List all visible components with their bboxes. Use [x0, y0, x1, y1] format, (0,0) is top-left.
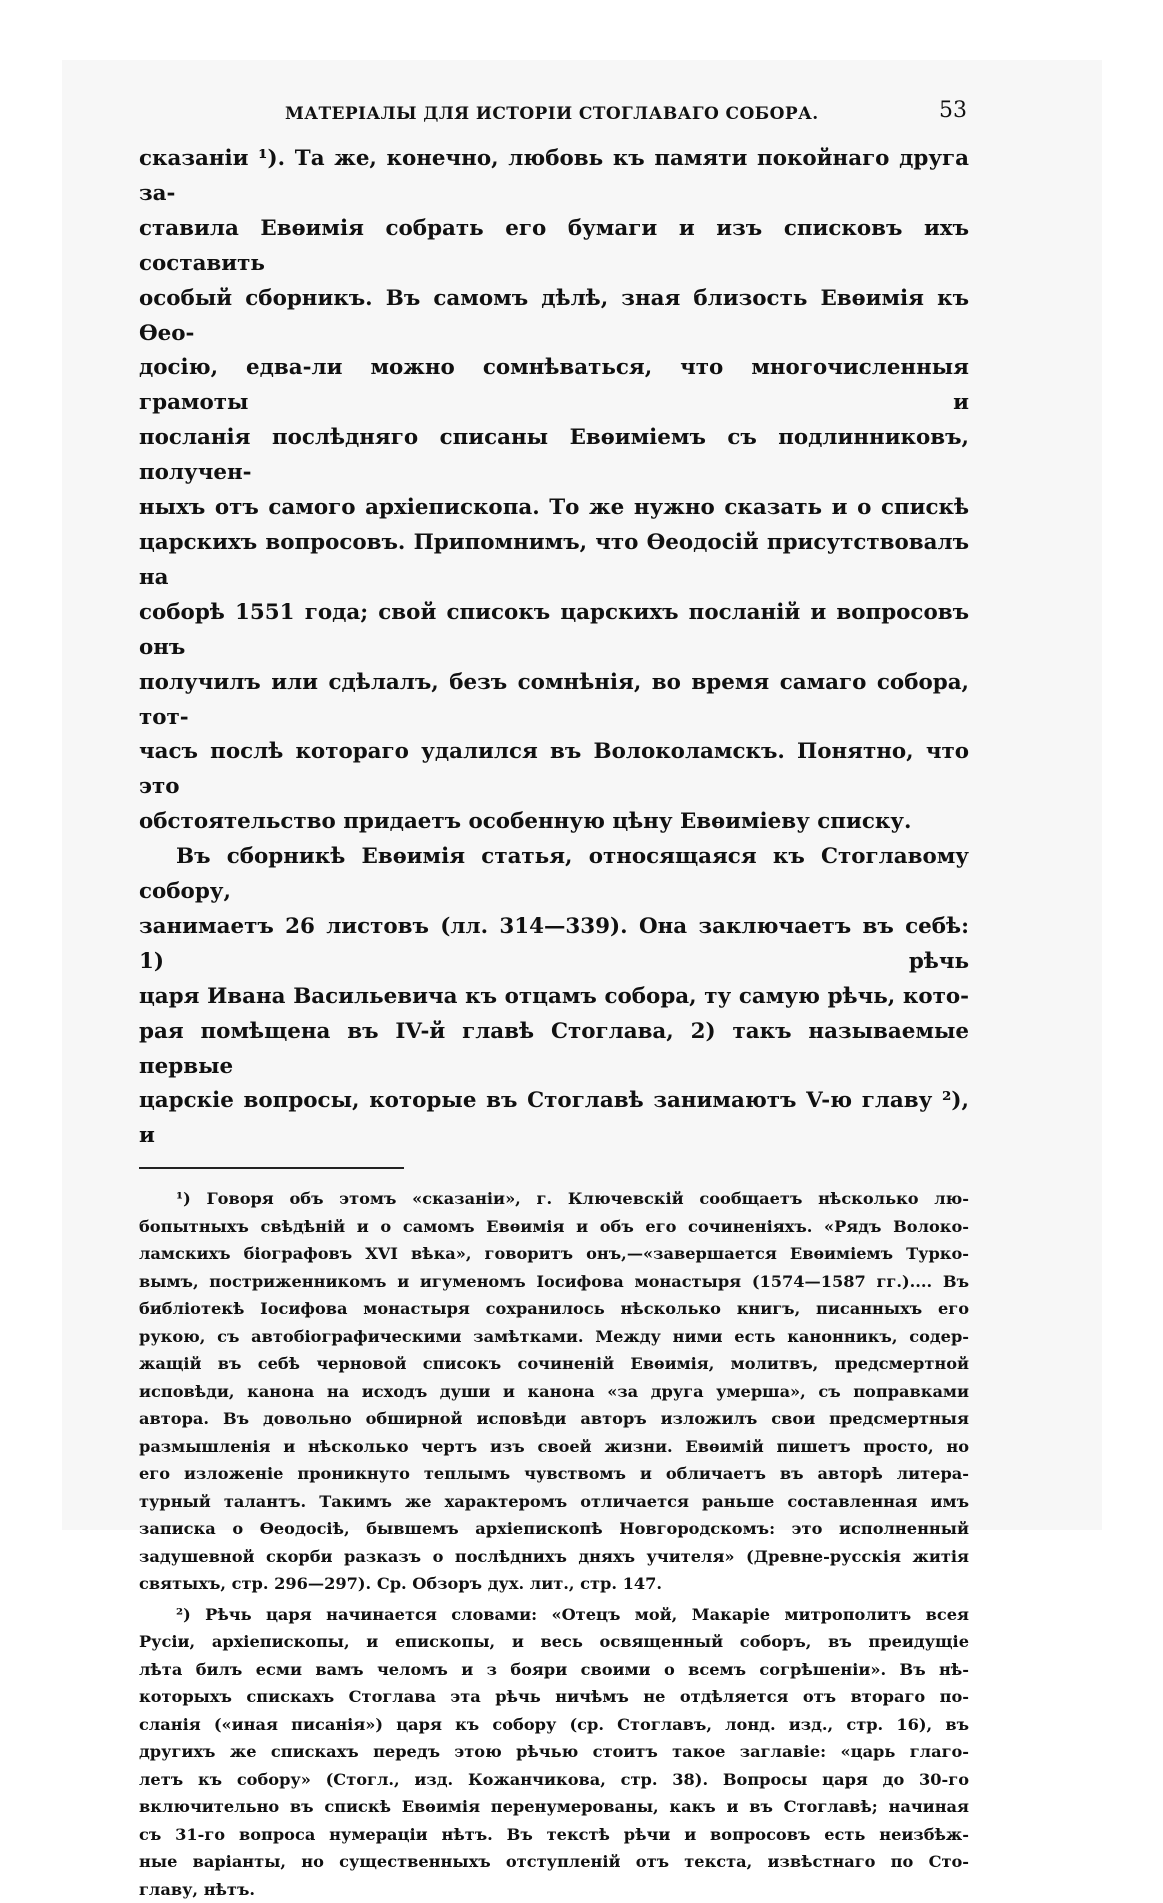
body-line: царскихъ вопросовъ. Припомнимъ, что Ѳеодосій присутствовалъ на [139, 529, 969, 590]
footnote-line: ные варіанты, но существенныхъ отступленій отъ текста, извѣстнаго по Сто- [139, 1852, 969, 1872]
footnote-line: его изложеніе проникнуто теплымъ чувствомъ и обличаетъ въ авторѣ литера- [139, 1464, 969, 1484]
footnote-line: записка о Ѳеодосіѣ, бывшемъ архіепископѣ Новгородскомъ: это исполненный [139, 1519, 969, 1539]
footnote-line: Русіи, архіепископы, и епископы, и весь освященный соборъ, въ преидущіе [139, 1632, 969, 1652]
footnote-line: главу, нѣтъ. [139, 1879, 256, 1899]
running-header [139, 98, 969, 142]
body-line: занимаетъ 26 листовъ (лл. 314—339). Она заключаетъ въ себѣ: 1) рѣчь [139, 913, 969, 974]
body-line: часъ послѣ котораго удалился въ Волоколамскъ. Понятно, что это [139, 739, 969, 800]
body-line: особый сборникъ. Въ самомъ дѣлѣ, зная близость Евѳимія къ Ѳео- [139, 285, 969, 346]
footnote-line: другихъ же спискахъ передъ этою рѣчью стоитъ такое заглавіе: «царь глаго- [139, 1742, 969, 1762]
page-number: 53 [939, 98, 967, 123]
footnote-line: жащій въ себѣ черновой списокъ сочиненій Евѳимія, молитвъ, предсмертной [139, 1354, 969, 1374]
body-line: посланія послѣдняго списаны Евѳиміемъ съ подлинниковъ, получен- [139, 425, 969, 486]
page-text-column [139, 98, 969, 1903]
body-line: Въ сборникѣ Евѳимія статья, относящаяся къ Стоглавому собору, [139, 844, 969, 905]
body-line: получилъ или сдѣлалъ, безъ сомнѣнія, во время самаго собора, тот- [139, 669, 969, 730]
footnote-line: автора. Въ довольно обширной исповѣди авторъ изложилъ свои предсмертныя [139, 1409, 969, 1429]
footnote-line: ламскихъ біографовъ XVI вѣка», говоритъ онъ,—«завершается Евѳиміемъ Турко- [139, 1244, 969, 1264]
footnote-line: святыхъ, стр. 296—297). Ср. Обзоръ дух. лит., стр. 147. [139, 1574, 663, 1594]
body-line: досію, едва-ли можно сомнѣваться, что многочисленныя грамоты и [139, 355, 969, 416]
footnote-line: рукою, съ автобіографическими замѣтками. Между ними есть канонникъ, содер- [139, 1326, 969, 1346]
footnote-line: задушевной скорби разказъ о послѣднихъ дняхъ учителя» (Древне-русскія житія [139, 1546, 969, 1566]
footnote-line: исповѣди, канона на исходъ души и канона «за друга умерша», съ поправками [139, 1381, 969, 1401]
footnote-line: ²) Рѣчь царя начинается словами: «Отецъ мой, Макаріе митрополитъ всея [176, 1604, 969, 1624]
body-line: ставила Евѳимія собрать его бумаги и изъ списковъ ихъ составить [139, 215, 969, 276]
body-line: царскіе вопросы, которые въ Стоглавѣ занимаютъ V-ю главу ²), и [139, 1088, 969, 1149]
footnote-line: бопытныхъ свѣдѣній и о самомъ Евѳимія и объ его сочиненіяхъ. «Рядъ Волоко- [139, 1216, 969, 1236]
body-line: обстоятельство придаетъ особенную цѣну Евѳиміеву списку. [139, 809, 912, 835]
footnotes [139, 1185, 969, 1903]
footnote-line: летъ къ собору» (Стогл., изд. Кожанчикова, стр. 38). Вопросы царя до 30-го [139, 1769, 969, 1789]
body-line: рая помѣщена въ IV-й главѣ Стоглава, 2) такъ называемые первые [139, 1018, 969, 1079]
body-line: сказаніи ¹). Та же, конечно, любовь къ памяти покойнаго друга за- [139, 146, 969, 206]
footnote-line: лѣта билъ есми вамъ челомъ и з бояри своими о всемъ согрѣшеніи». Въ нѣ- [139, 1659, 969, 1679]
body-line: ныхъ отъ самого архіепископа. То же нужно сказать и о спискѣ [139, 495, 969, 521]
footnote-line: съ 31-го вопроса нумераціи нѣтъ. Въ текстѣ рѣчи и вопросовъ есть неизбѣж- [139, 1824, 969, 1844]
footnote-line: библіотекѣ Іосифова монастыря сохранилось нѣсколько книгъ, писанныхъ его [139, 1299, 969, 1319]
footnote-line: сланія («иная писанія») царя къ собору (ср. Стоглавъ, лонд. изд., стр. 16), въ [139, 1714, 969, 1734]
footnote-line: включительно въ спискѣ Евѳимія перенумерованы, какъ и въ Стоглавѣ; начиная [139, 1797, 969, 1817]
body-line: царя Ивана Васильевича къ отцамъ собора, ту самую рѣчь, кото- [139, 983, 969, 1009]
running-title: МАТЕРІАЛЫ ДЛЯ ИСТОРІИ СТОГЛАВАГО СОБОРА. [285, 104, 819, 124]
footnote-divider [139, 1167, 404, 1169]
footnote-line: турный талантъ. Такимъ же характеромъ отличается раньше составленная имъ [139, 1491, 969, 1511]
footnote-line: ¹) Говоря объ этомъ «сказаніи», г. Ключевскій сообщаетъ нѣсколько лю- [176, 1189, 969, 1209]
main-text [139, 142, 969, 1154]
footnote-line: размышленія и нѣсколько чертъ изъ своей жизни. Евѳимій пишетъ просто, но [139, 1436, 969, 1456]
footnote-line: которыхъ спискахъ Стоглава эта рѣчь ничѣмъ не отдѣляется отъ втораго по- [139, 1687, 969, 1707]
body-line: соборѣ 1551 года; свой списокъ царскихъ посланій и вопросовъ онъ [139, 599, 969, 660]
footnote-line: вымъ, постриженникомъ и игуменомъ Іосифова монастыря (1574—1587 гг.).... Въ [139, 1271, 969, 1291]
